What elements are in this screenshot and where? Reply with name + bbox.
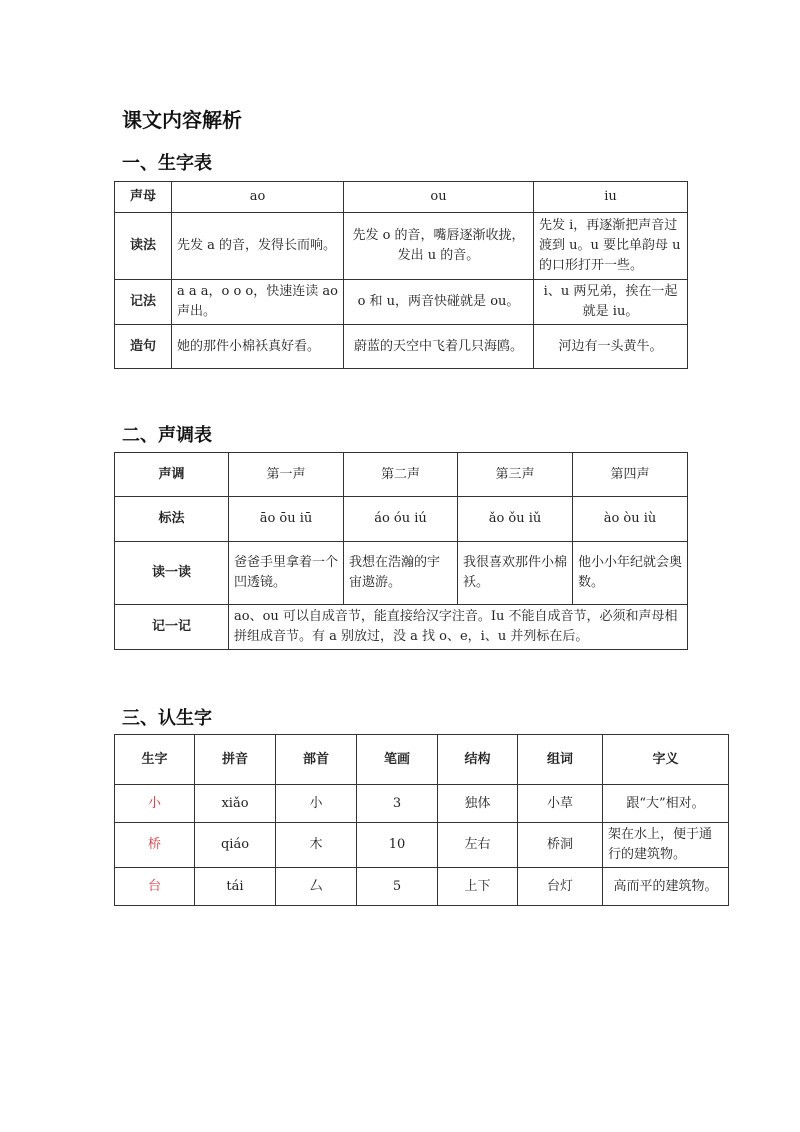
- pinyin-cell: tái: [195, 868, 276, 906]
- row-label: 声母: [115, 182, 172, 213]
- table-cell: 我想在浩瀚的宇宙遨游。: [344, 542, 458, 605]
- radical-cell: 木: [276, 823, 357, 868]
- column-header: 笔画: [357, 735, 438, 785]
- radical-cell: 小: [276, 785, 357, 823]
- table-row: [115, 823, 729, 868]
- table-cell: ǎo ǒu iǔ: [458, 497, 573, 542]
- table-cell: 先发 o 的音，嘴唇逐渐收拢，发出 u 的音。: [344, 213, 534, 280]
- table-cell: 我很喜欢那件小棉袄。: [458, 542, 573, 605]
- section-heading-tone-table: 二、声调表: [122, 425, 212, 446]
- meaning-cell: 架在水上，便于通行的建筑物。: [603, 823, 729, 868]
- table-row: [115, 735, 729, 785]
- row-label: 记法: [115, 280, 172, 325]
- table-row: [115, 280, 688, 325]
- column-header: 部首: [276, 735, 357, 785]
- strokes-cell: 5: [357, 868, 438, 906]
- column-header: 生字: [115, 735, 195, 785]
- vowel-table: [114, 181, 688, 369]
- meaning-cell: 高而平的建筑物。: [603, 868, 729, 906]
- row-label: 读一读: [115, 542, 229, 605]
- table-cell: ao: [172, 182, 344, 213]
- column-header: 拼音: [195, 735, 276, 785]
- table-cell: 第二声: [344, 453, 458, 497]
- character-cell: 台: [115, 868, 195, 906]
- strokes-cell: 10: [357, 823, 438, 868]
- table-cell: 爸爸手里拿着一个凹透镜。: [229, 542, 344, 605]
- table-cell: 河边有一头黄牛。: [534, 325, 688, 369]
- row-label: 记一记: [115, 605, 229, 650]
- table-cell: a a a，o o o，快速连读 ao 声出。: [172, 280, 344, 325]
- tone-table: [114, 452, 688, 650]
- table-row: [115, 605, 688, 650]
- table-cell: 第三声: [458, 453, 573, 497]
- word-cell: 小草: [518, 785, 603, 823]
- table-cell: 第四声: [573, 453, 688, 497]
- table-cell: 先发 a 的音，发得长而响。: [172, 213, 344, 280]
- column-header: 字义: [603, 735, 729, 785]
- table-cell: 第一声: [229, 453, 344, 497]
- character-cell: 小: [115, 785, 195, 823]
- table-cell: i、u 两兄弟，挨在一起就是 iu。: [534, 280, 688, 325]
- section-heading-character-table: 三、认生字: [122, 708, 212, 729]
- row-label: 读法: [115, 213, 172, 280]
- section-heading-vowel-table: 一、生字表: [122, 153, 212, 174]
- strokes-cell: 3: [357, 785, 438, 823]
- table-row: [115, 785, 729, 823]
- table-cell: o 和 u，两音快碰就是 ou。: [344, 280, 534, 325]
- table-cell: 他小小年纪就会奥数。: [573, 542, 688, 605]
- table-row: [115, 542, 688, 605]
- row-label: 标法: [115, 497, 229, 542]
- table-row: [115, 182, 688, 213]
- table-cell: āo ōu iū: [229, 497, 344, 542]
- table-cell: iu: [534, 182, 688, 213]
- table-cell: 蔚蓝的天空中飞着几只海鸥。: [344, 325, 534, 369]
- word-cell: 台灯: [518, 868, 603, 906]
- structure-cell: 独体: [438, 785, 518, 823]
- structure-cell: 上下: [438, 868, 518, 906]
- row-label: 造句: [115, 325, 172, 369]
- table-cell: ào òu iù: [573, 497, 688, 542]
- pinyin-cell: qiáo: [195, 823, 276, 868]
- column-header: 组词: [518, 735, 603, 785]
- table-row: [115, 325, 688, 369]
- table-cell: ao、ou 可以自成音节，能直接给汉字注音。Iu 不能自成音节，必须和声母相拼组成音节。有 a 别放过，没 a 找 o、e，i、u 并列标在后。: [229, 605, 688, 650]
- table-cell: 先发 i，再逐渐把声音过渡到 u。u 要比单韵母 u 的口形打开一些。: [534, 213, 688, 280]
- row-label: 声调: [115, 453, 229, 497]
- character-table: [114, 734, 729, 906]
- page-title: 课文内容解析: [122, 108, 242, 132]
- pinyin-cell: xiǎo: [195, 785, 276, 823]
- table-row: [115, 497, 688, 542]
- structure-cell: 左右: [438, 823, 518, 868]
- character-cell: 桥: [115, 823, 195, 868]
- radical-cell: 厶: [276, 868, 357, 906]
- table-row: [115, 213, 688, 280]
- table-row: [115, 868, 729, 906]
- table-cell: áo óu iú: [344, 497, 458, 542]
- table-cell: ou: [344, 182, 534, 213]
- column-header: 结构: [438, 735, 518, 785]
- table-row: [115, 453, 688, 497]
- meaning-cell: 跟“大”相对。: [603, 785, 729, 823]
- table-cell: 她的那件小棉袄真好看。: [172, 325, 344, 369]
- word-cell: 桥洞: [518, 823, 603, 868]
